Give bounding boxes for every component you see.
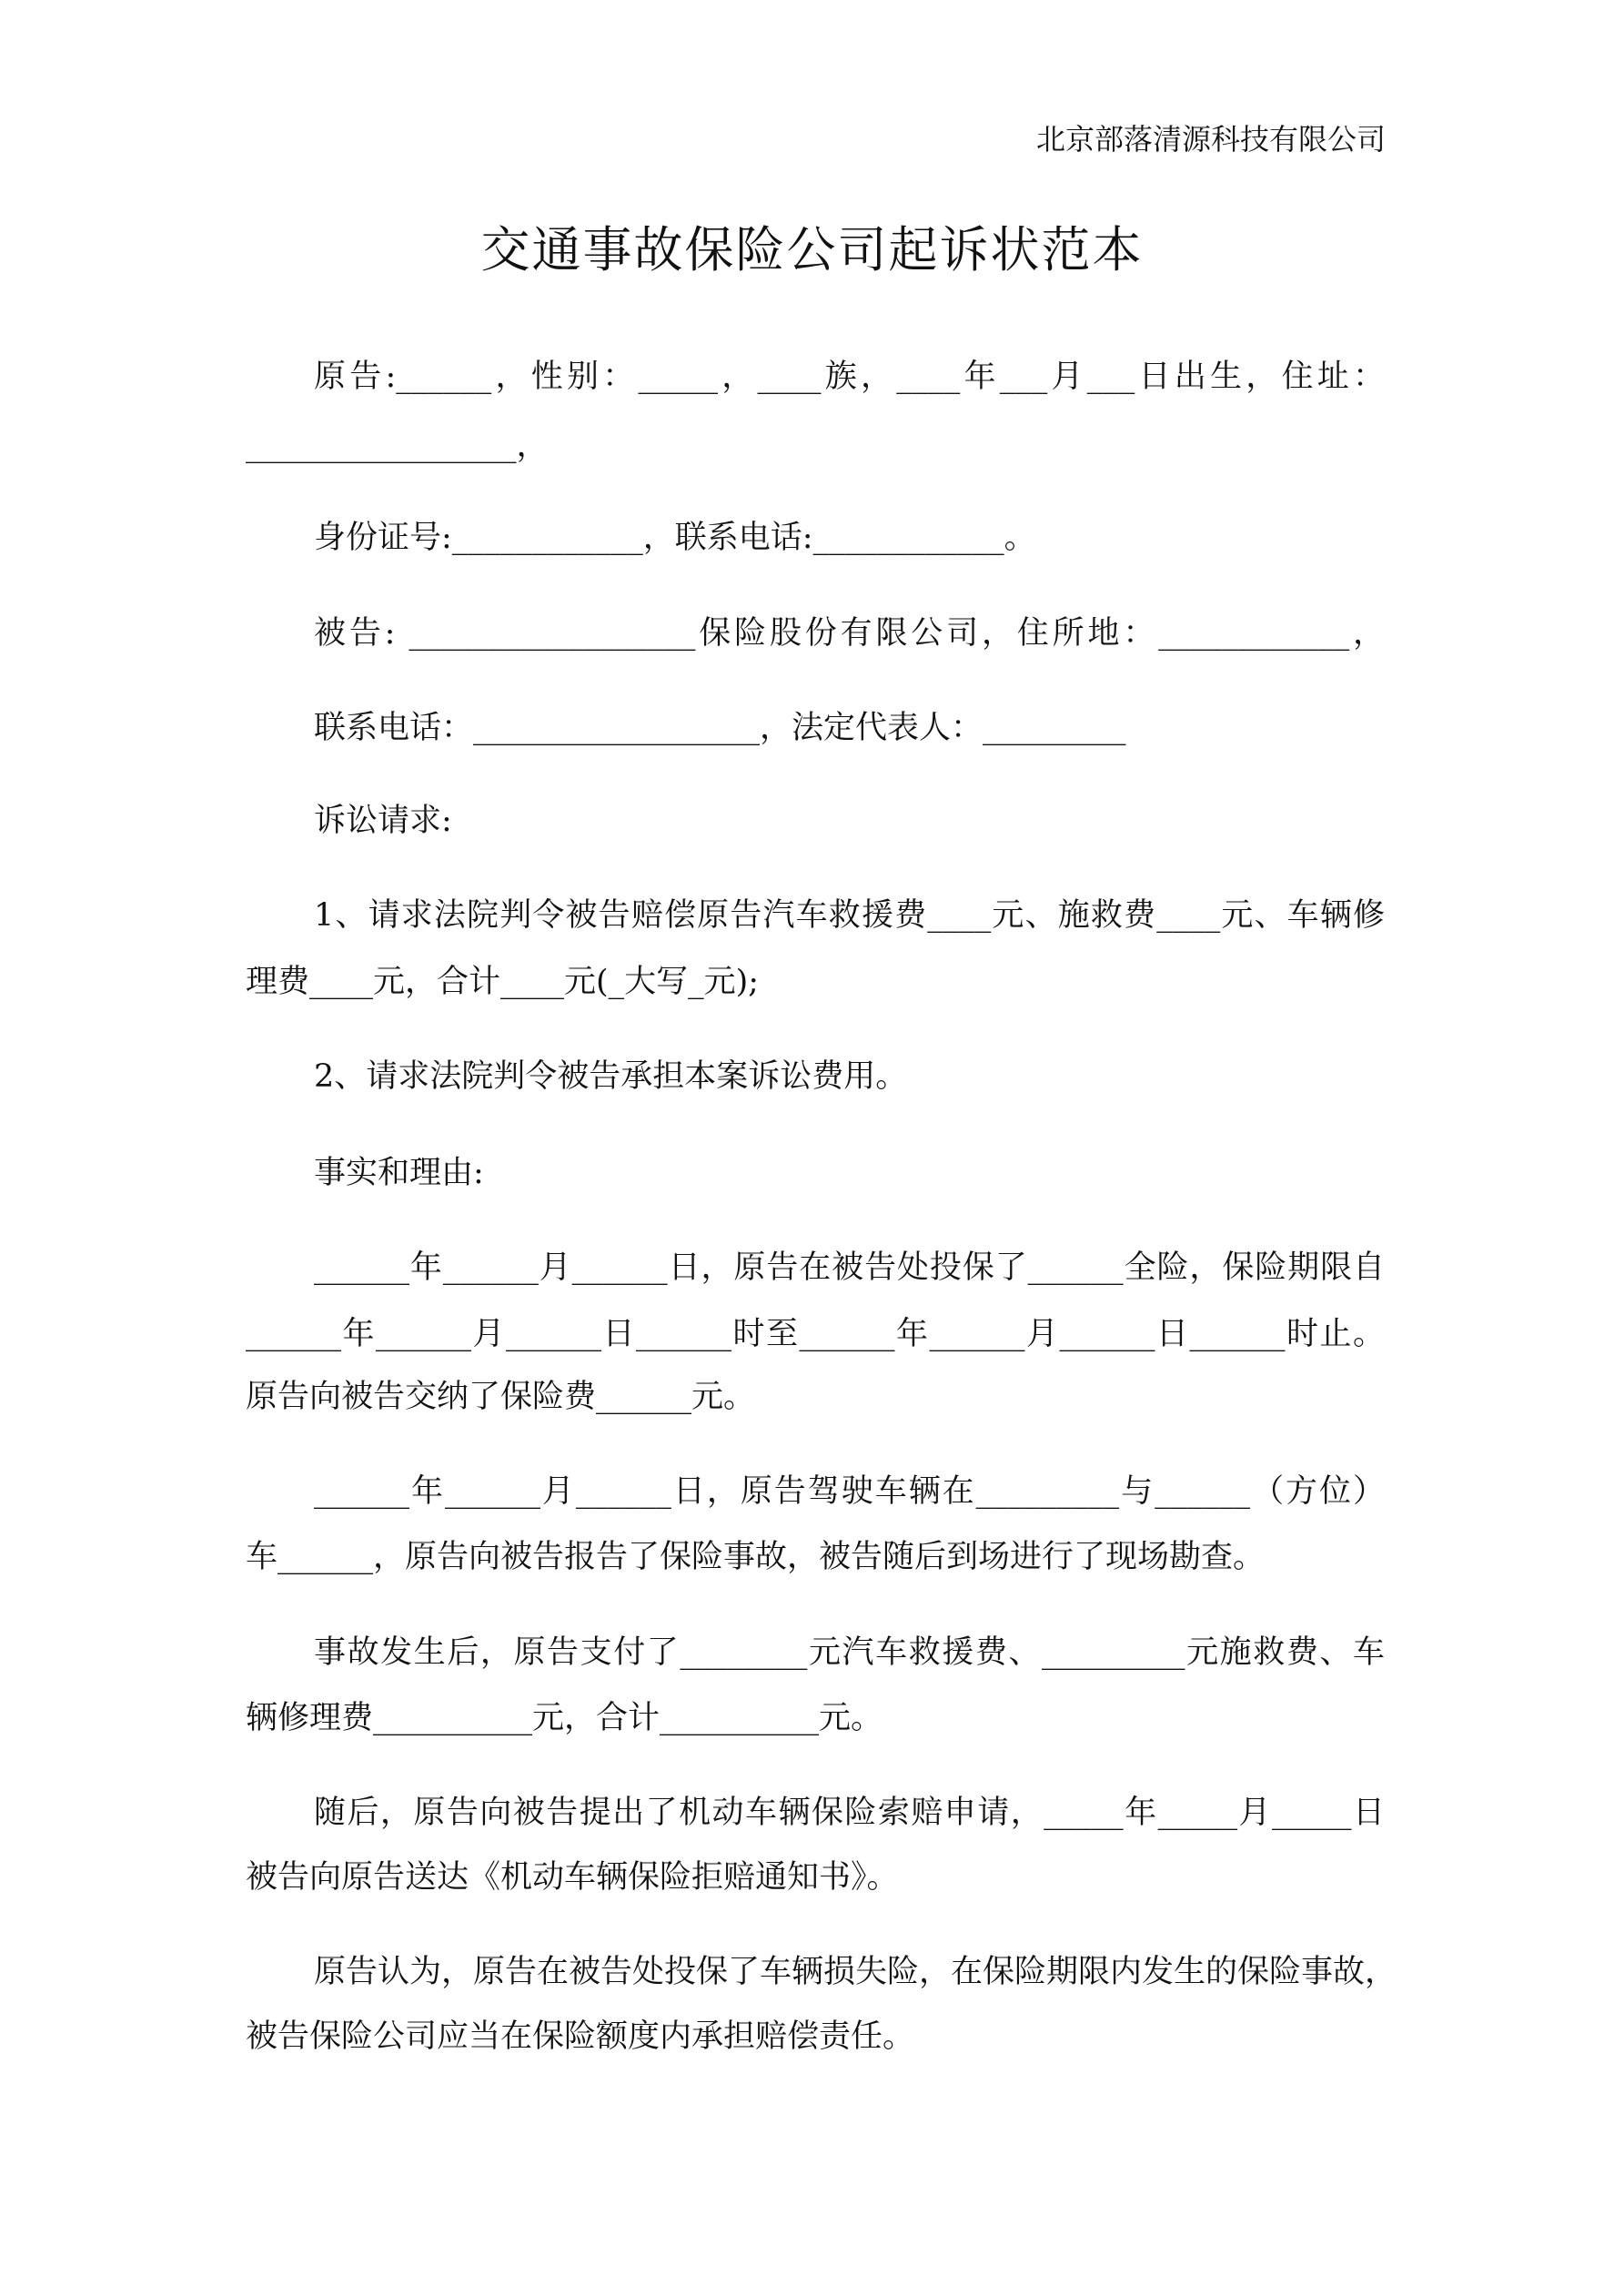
facts-p2-line-2: 车______，原告向被告报告了保险事故，被告随后到场进行了现场勘查。 bbox=[246, 1539, 1266, 1575]
defendant-line: 被告: __________________保险股份有限公司，住所地：____________， bbox=[314, 615, 1385, 652]
facts-p3-line-1: 事故发生后，原告支付了________元汽车救援费、_________元施救费、车 bbox=[314, 1634, 1385, 1671]
facts-p2-line-1: ______年______月______日，原告驾驶车辆在_________与______（方位） bbox=[314, 1473, 1385, 1510]
claims-heading: 诉讼请求: bbox=[314, 803, 452, 839]
company-header: 北京部落清源科技有限公司 bbox=[1035, 122, 1386, 157]
claim-1-line-2: 理费____元，合计____元(_大写_元); bbox=[246, 964, 760, 1000]
document-title: 交通事故保险公司起诉状范本 bbox=[480, 221, 1144, 278]
id-phone-line: 身份证号:____________，联系电话:____________。 bbox=[314, 520, 1036, 556]
facts-p5-line-1: 原告认为，原告在被告处投保了车辆损失险，在保险期限内发生的保险事故， bbox=[314, 1954, 1397, 1990]
plaintiff-line-1: 原告:______，性别：_____，____族，____年___月___日出生，住址： bbox=[314, 359, 1385, 395]
facts-p4-line-2: 被告向原告送达《机动车辆保险拒赔通知书》。 bbox=[246, 1859, 899, 1896]
facts-p4-line-1: 随后，原告向被告提出了机动车辆保险索赔申请，_____年_____月_____日 bbox=[314, 1795, 1385, 1831]
facts-p5-line-2: 被告保险公司应当在保险额度内承担赔偿责任。 bbox=[246, 2018, 915, 2055]
facts-p1-line-1: ______年______月______日，原告在被告处投保了______全险，保险期限自 bbox=[314, 1249, 1385, 1286]
claim-1-line-1: 1、请求法院判令被告赔偿原告汽车救援费____元、施救费____元、车辆修 bbox=[314, 897, 1385, 934]
plaintiff-line-2: _________________， bbox=[246, 428, 549, 464]
claim-2-line: 2、请求法院判令被告承担本案诉讼费用。 bbox=[314, 1058, 908, 1095]
facts-p3-line-2: 辆修理费__________元，合计__________元。 bbox=[246, 1700, 883, 1736]
facts-p1-line-2: ______年______月______日______时至______年______月______日______时止。 bbox=[246, 1316, 1385, 1352]
facts-heading: 事实和理由: bbox=[314, 1155, 484, 1191]
defendant-contact-line: 联系电话：__________________，法定代表人：_________ bbox=[314, 710, 1126, 746]
facts-p1-line-3: 原告向被告交纳了保险费______元。 bbox=[246, 1379, 756, 1415]
